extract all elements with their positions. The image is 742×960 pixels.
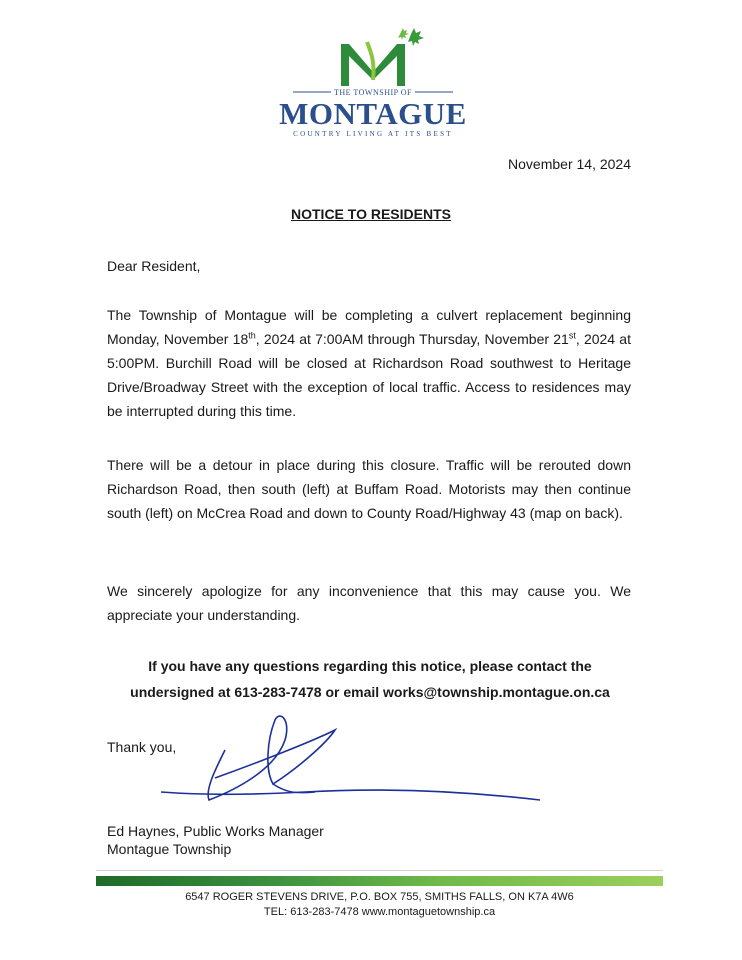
notice-title: NOTICE TO RESIDENTS (291, 206, 451, 222)
letter-date: November 14, 2024 (508, 156, 631, 172)
closing: Thank you, (107, 739, 177, 755)
logo-name: MONTAGUE (279, 96, 467, 131)
signer-organization: Montague Township (107, 841, 232, 857)
footer-contact (96, 890, 663, 920)
footer-divider (96, 870, 663, 871)
logo-township-of: THE TOWNSHIP OF (333, 88, 413, 97)
signer-name: Ed Haynes, Public Works Manager (107, 823, 324, 839)
contact-line-1: If you have any questions regarding this notice, please contact the (148, 658, 592, 674)
para1-sup-st: st (568, 330, 576, 341)
salutation: Dear Resident, (107, 258, 201, 274)
para1-part-c: , 2024 at 5:00PM. Burchill Road will be closed at Richardson Road southwest to Heritage Drive/Broadway Street with the exception of local traffic. Access to residences may be interrupted during this time. (107, 331, 631, 419)
paragraph-apology: We sincerely apologize for any inconvenience that this may cause you. We appreciate your understanding. (107, 583, 631, 623)
logo-tagline: COUNTRY LIVING AT ITS BEST (293, 130, 453, 138)
maple-leaf-icon (408, 28, 424, 46)
handwritten-signature (155, 700, 545, 810)
para1-sup-th: th (248, 330, 256, 341)
footer-phone-web: TEL: 613-283-7478 www.montaguetownship.ca (263, 906, 496, 918)
para1-part-b: , 2024 at 7:00AM through Thursday, November 21 (255, 331, 569, 347)
paragraph-detour: There will be a detour in place during this closure. Traffic will be rerouted down Richardson Road, then south (left) at Buffam Road. Motorists may then continue south (left) on McCrea Road and down to County Road/Highway 43 (map on back). (107, 457, 631, 521)
contact-notice (100, 653, 640, 705)
para1-part-a: The Township of Montague will be completing a culvert replacement beginning Monday, November 18 (107, 307, 631, 347)
footer-green-bar (96, 876, 663, 886)
footer-address: 6547 ROGER STEVENS DRIVE, P.O. BOX 755, SMITHS FALLS, ON K7A 4W6 (185, 891, 574, 903)
signer-block (107, 822, 324, 858)
contact-line-2: undersigned at 613-283-7478 or email works@township.montague.on.ca (130, 684, 610, 700)
paragraph-closure-details (107, 303, 631, 423)
maple-leaf-icon (398, 28, 409, 40)
